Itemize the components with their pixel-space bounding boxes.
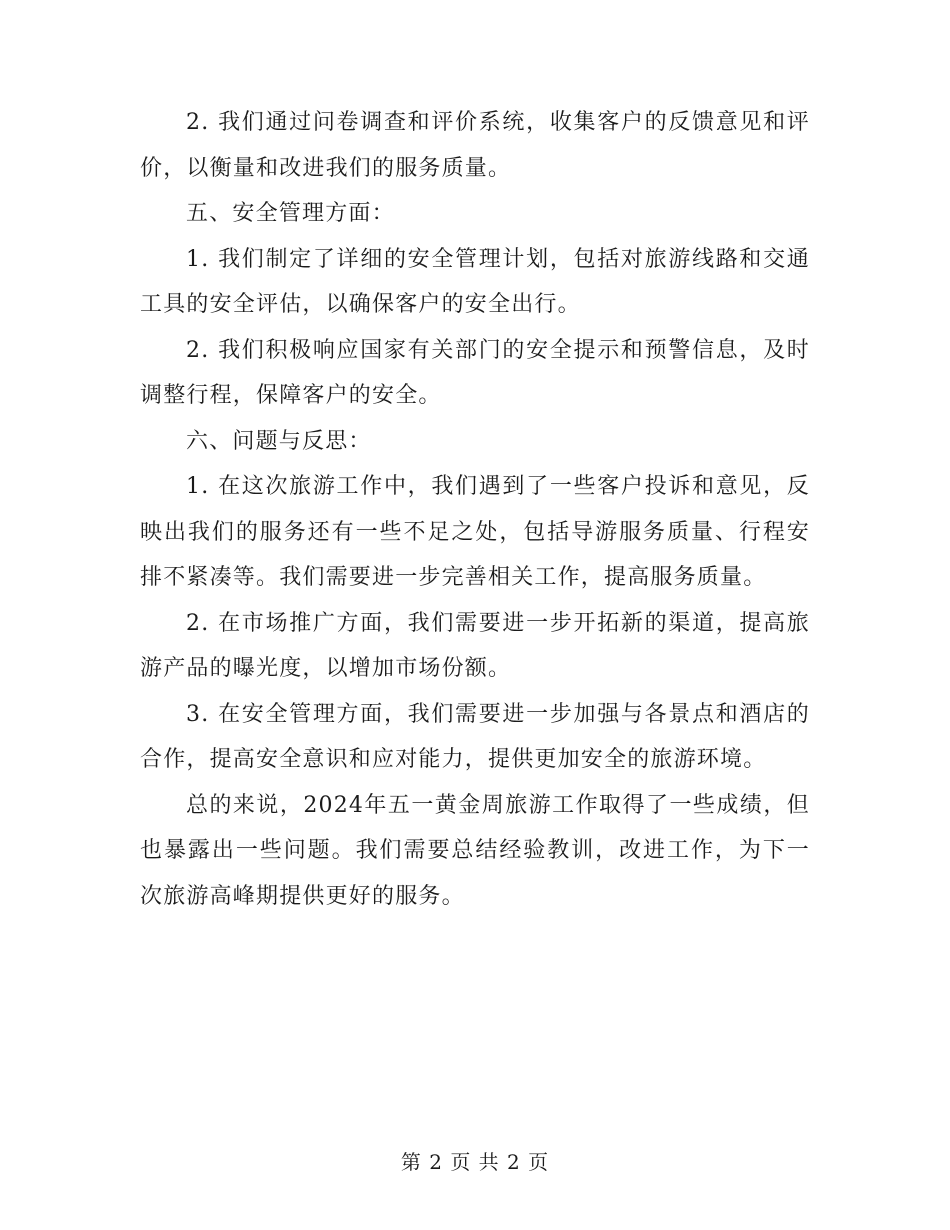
paragraph-marketing: 2. 在市场推广方面，我们需要进一步开拓新的渠道，提高旅游产品的曝光度，以增加市场份额。 bbox=[140, 610, 810, 681]
paragraph-conclusion: 总的来说，2024年五一黄金周旅游工作取得了一些成绩，但也暴露出一些问题。我们需要总结经验教训，改进工作，为下一次旅游高峰期提供更好的服务。 bbox=[140, 792, 810, 909]
heading-safety-management: 五、安全管理方面： bbox=[186, 201, 395, 226]
heading-problems-reflection: 六、问题与反思： bbox=[186, 428, 372, 454]
page-number-footer: 第 2 页 共 2 页 bbox=[400, 1150, 550, 1174]
paragraph-safety-plan: 1. 我们制定了详细的安全管理计划，包括对旅游线路和交通工具的安全评估，以确保客户的安全出行。 bbox=[140, 246, 810, 317]
paragraph-complaints: 1. 在这次旅游工作中，我们遇到了一些客户投诉和意见，反映出我们的服务还有一些不足之处，包括导游服务质量、行程安排不紧凑等。我们需要进一步完善相关工作，提高服务质量。 bbox=[140, 474, 810, 590]
paragraph-safety-cooperation: 3. 在安全管理方面，我们需要进一步加强与各景点和酒店的合作，提高安全意识和应对能力，提供更加安全的旅游环境。 bbox=[140, 701, 810, 772]
document-body bbox=[140, 100, 810, 919]
paragraph-safety-warnings: 2. 我们积极响应国家有关部门的安全提示和预警信息，及时调整行程，保障客户的安全。 bbox=[140, 337, 810, 408]
paragraph-satisfaction-survey: 2. 我们通过问卷调查和评价系统，收集客户的反馈意见和评价，以衡量和改进我们的服务质量。 bbox=[140, 110, 810, 181]
